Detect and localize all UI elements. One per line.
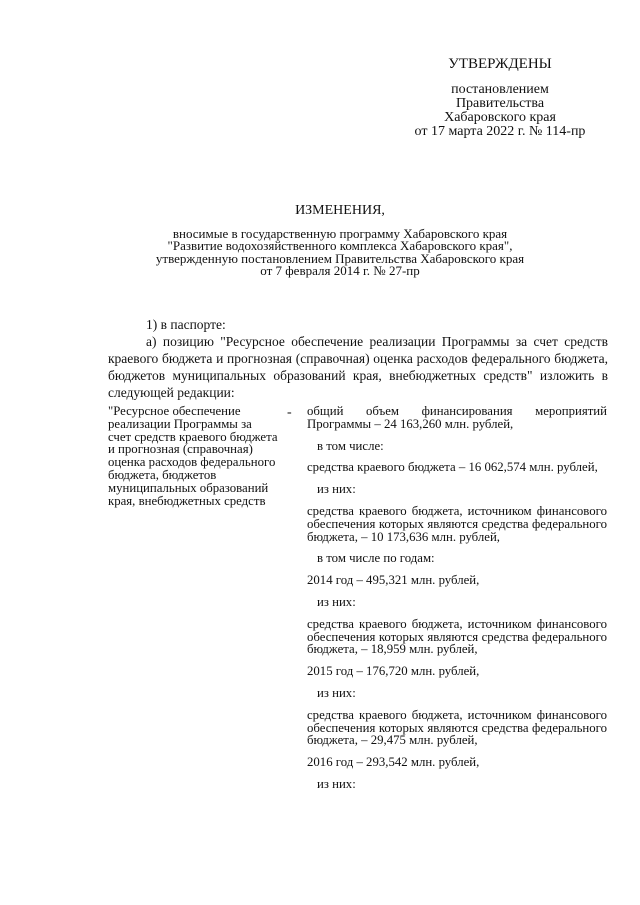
year-2016: 2016 год – 293,542 млн. рублей, — [307, 755, 480, 770]
document-title: ИЗМЕНЕНИЯ, — [295, 203, 385, 218]
federal-source-2014: средства краевого бюджета, источником финансового обеспечения которых являются средства федерального бюджета, – 18,959 млн. рублей, — [307, 616, 607, 657]
by-years-label: в том числе по годам: — [317, 551, 435, 566]
approval-line-3: Хабаровского края — [444, 110, 556, 125]
table-dash: - — [287, 405, 292, 420]
title-line-3: утвержденную постановлением Правительства Хабаровского края — [155, 250, 525, 266]
federal-source-2015: средства краевого бюджета, источником финансового обеспечения которых являются средства федерального бюджета, – 29,475 млн. рублей, — [307, 707, 607, 748]
of-them-label: из них: — [317, 685, 356, 700]
title-line-1: вносимые в государственную программу Хабаровского края — [172, 225, 508, 241]
title-line-2: "Развитие водохозяйственного комплекса Хабаровского края", — [167, 238, 513, 253]
of-them-label: из них: — [317, 594, 356, 609]
approval-heading: УТВЕРЖДЕНЫ — [448, 56, 552, 72]
federal-source-total: средства краевого бюджета, источником финансового обеспечения которых являются средства федерального бюджета, – 10 173,636 млн. рублей, — [307, 503, 607, 544]
approval-line-2: Правительства — [455, 96, 545, 111]
of-them-label: из них: — [317, 776, 356, 791]
document-title-block — [90, 205, 590, 278]
approval-block — [400, 57, 600, 139]
including-label: в том числе: — [317, 438, 384, 453]
title-line-4: от 7 февраля 2014 г. № 27-пр — [260, 263, 420, 278]
approval-line-4: от 17 марта 2022 г. № 114-пр — [414, 124, 586, 139]
table-right-cell — [307, 405, 607, 800]
of-them-label: из них: — [317, 482, 356, 497]
section-a-paragraph: а) позицию "Ресурсное обеспечение реализации Программы за счет средств краевого бюджета и прогнозная (справочная) оценка расходов федерального бюджета, бюджетов муниципальных образований края, внебюджетных средств" изложить в следующей редакции: — [108, 334, 608, 400]
regional-budget-total: средства краевого бюджета – 16 062,574 млн. рублей, — [307, 460, 598, 475]
section-1-heading: 1) в паспорте: — [146, 317, 226, 332]
year-2015: 2015 год – 176,720 млн. рублей, — [307, 664, 480, 679]
approval-line-1: постановлением — [451, 82, 549, 97]
total-financing: общий объем финансирования мероприятий Программы – 24 163,260 млн. рублей, — [307, 404, 607, 431]
year-2014: 2014 год – 495,321 млн. рублей, — [307, 573, 480, 588]
table-left-cell: "Ресурсное обеспечение реализации Программы за счет средств краевого бюджета и прогнозная (справочная) оценка расходов федерального бюджета, бюджетов муниципальных образований края, внебюджетных средств — [108, 404, 278, 508]
